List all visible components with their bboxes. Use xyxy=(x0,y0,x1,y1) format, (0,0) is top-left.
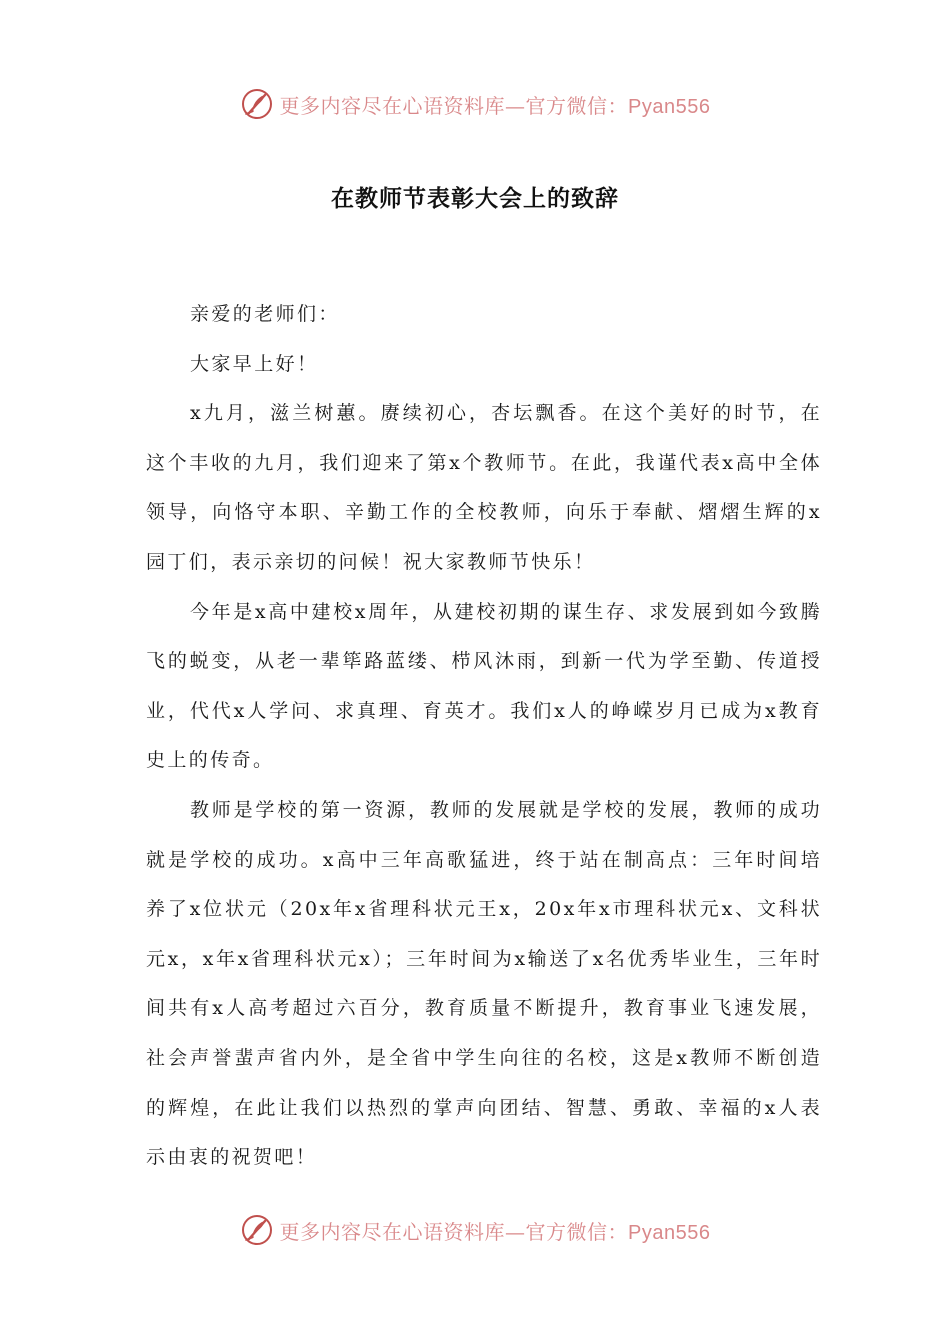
body-paragraph: 今年是x高中建校x周年，从建校初期的谋生存、求发展到如今致腾飞的蜕变，从老一辈筚路蓝缕、栉风沐雨，到新一代为学至勤、传道授业，代代x人学问、求真理、育英才。我们x人的峥嵘岁月已成为x教育史上的传奇。 xyxy=(146,600,822,772)
quill-pen-logo-icon xyxy=(240,87,274,121)
document-body xyxy=(146,290,822,1183)
body-paragraph: x九月，滋兰树蕙。赓续初心，杏坛飘香。在这个美好的时节，在这个丰收的九月，我们迎来了第x个教师节。在此，我谨代表x高中全体领导，向恪守本职、辛勤工作的全校教师，向乐于奉献、熠熠生辉的x园丁们，表示亲切的问候！祝大家教师节快乐！ xyxy=(146,402,822,573)
document-title: 在教师节表彰大会上的致辞 xyxy=(331,186,619,212)
watermark-header xyxy=(0,84,950,124)
greeting: 大家早上好！ xyxy=(190,352,319,375)
watermark-text: 更多内容尽在心语资料库—官方微信：Pyan556 xyxy=(279,93,711,118)
quill-pen-logo-icon xyxy=(240,1213,274,1247)
watermark-footer xyxy=(0,1210,950,1250)
watermark-text: 更多内容尽在心语资料库—官方微信：Pyan556 xyxy=(279,1219,711,1244)
salutation: 亲爱的老师们： xyxy=(190,303,340,325)
body-paragraph: 教师是学校的第一资源，教师的发展就是学校的发展，教师的成功就是学校的成功。x高中三年高歌猛进，终于站在制高点：三年时间培养了x位状元（20x年x省理科状元王x，20x年x市理科状元x、文科状元x，x年x省理科状元x）；三年时间为x输送了x名优秀毕业生，三年时间共有x人高考超过六百分，教育质量不断提升，教育事业飞速发展，社会声誉蜚声省内外，是全省中学生向往的名校，这是x教师不断创造的辉煌，在此让我们以热烈的掌声向团结、智慧、勇敢、幸福的x人表示由衷的祝贺吧！ xyxy=(146,798,822,1169)
